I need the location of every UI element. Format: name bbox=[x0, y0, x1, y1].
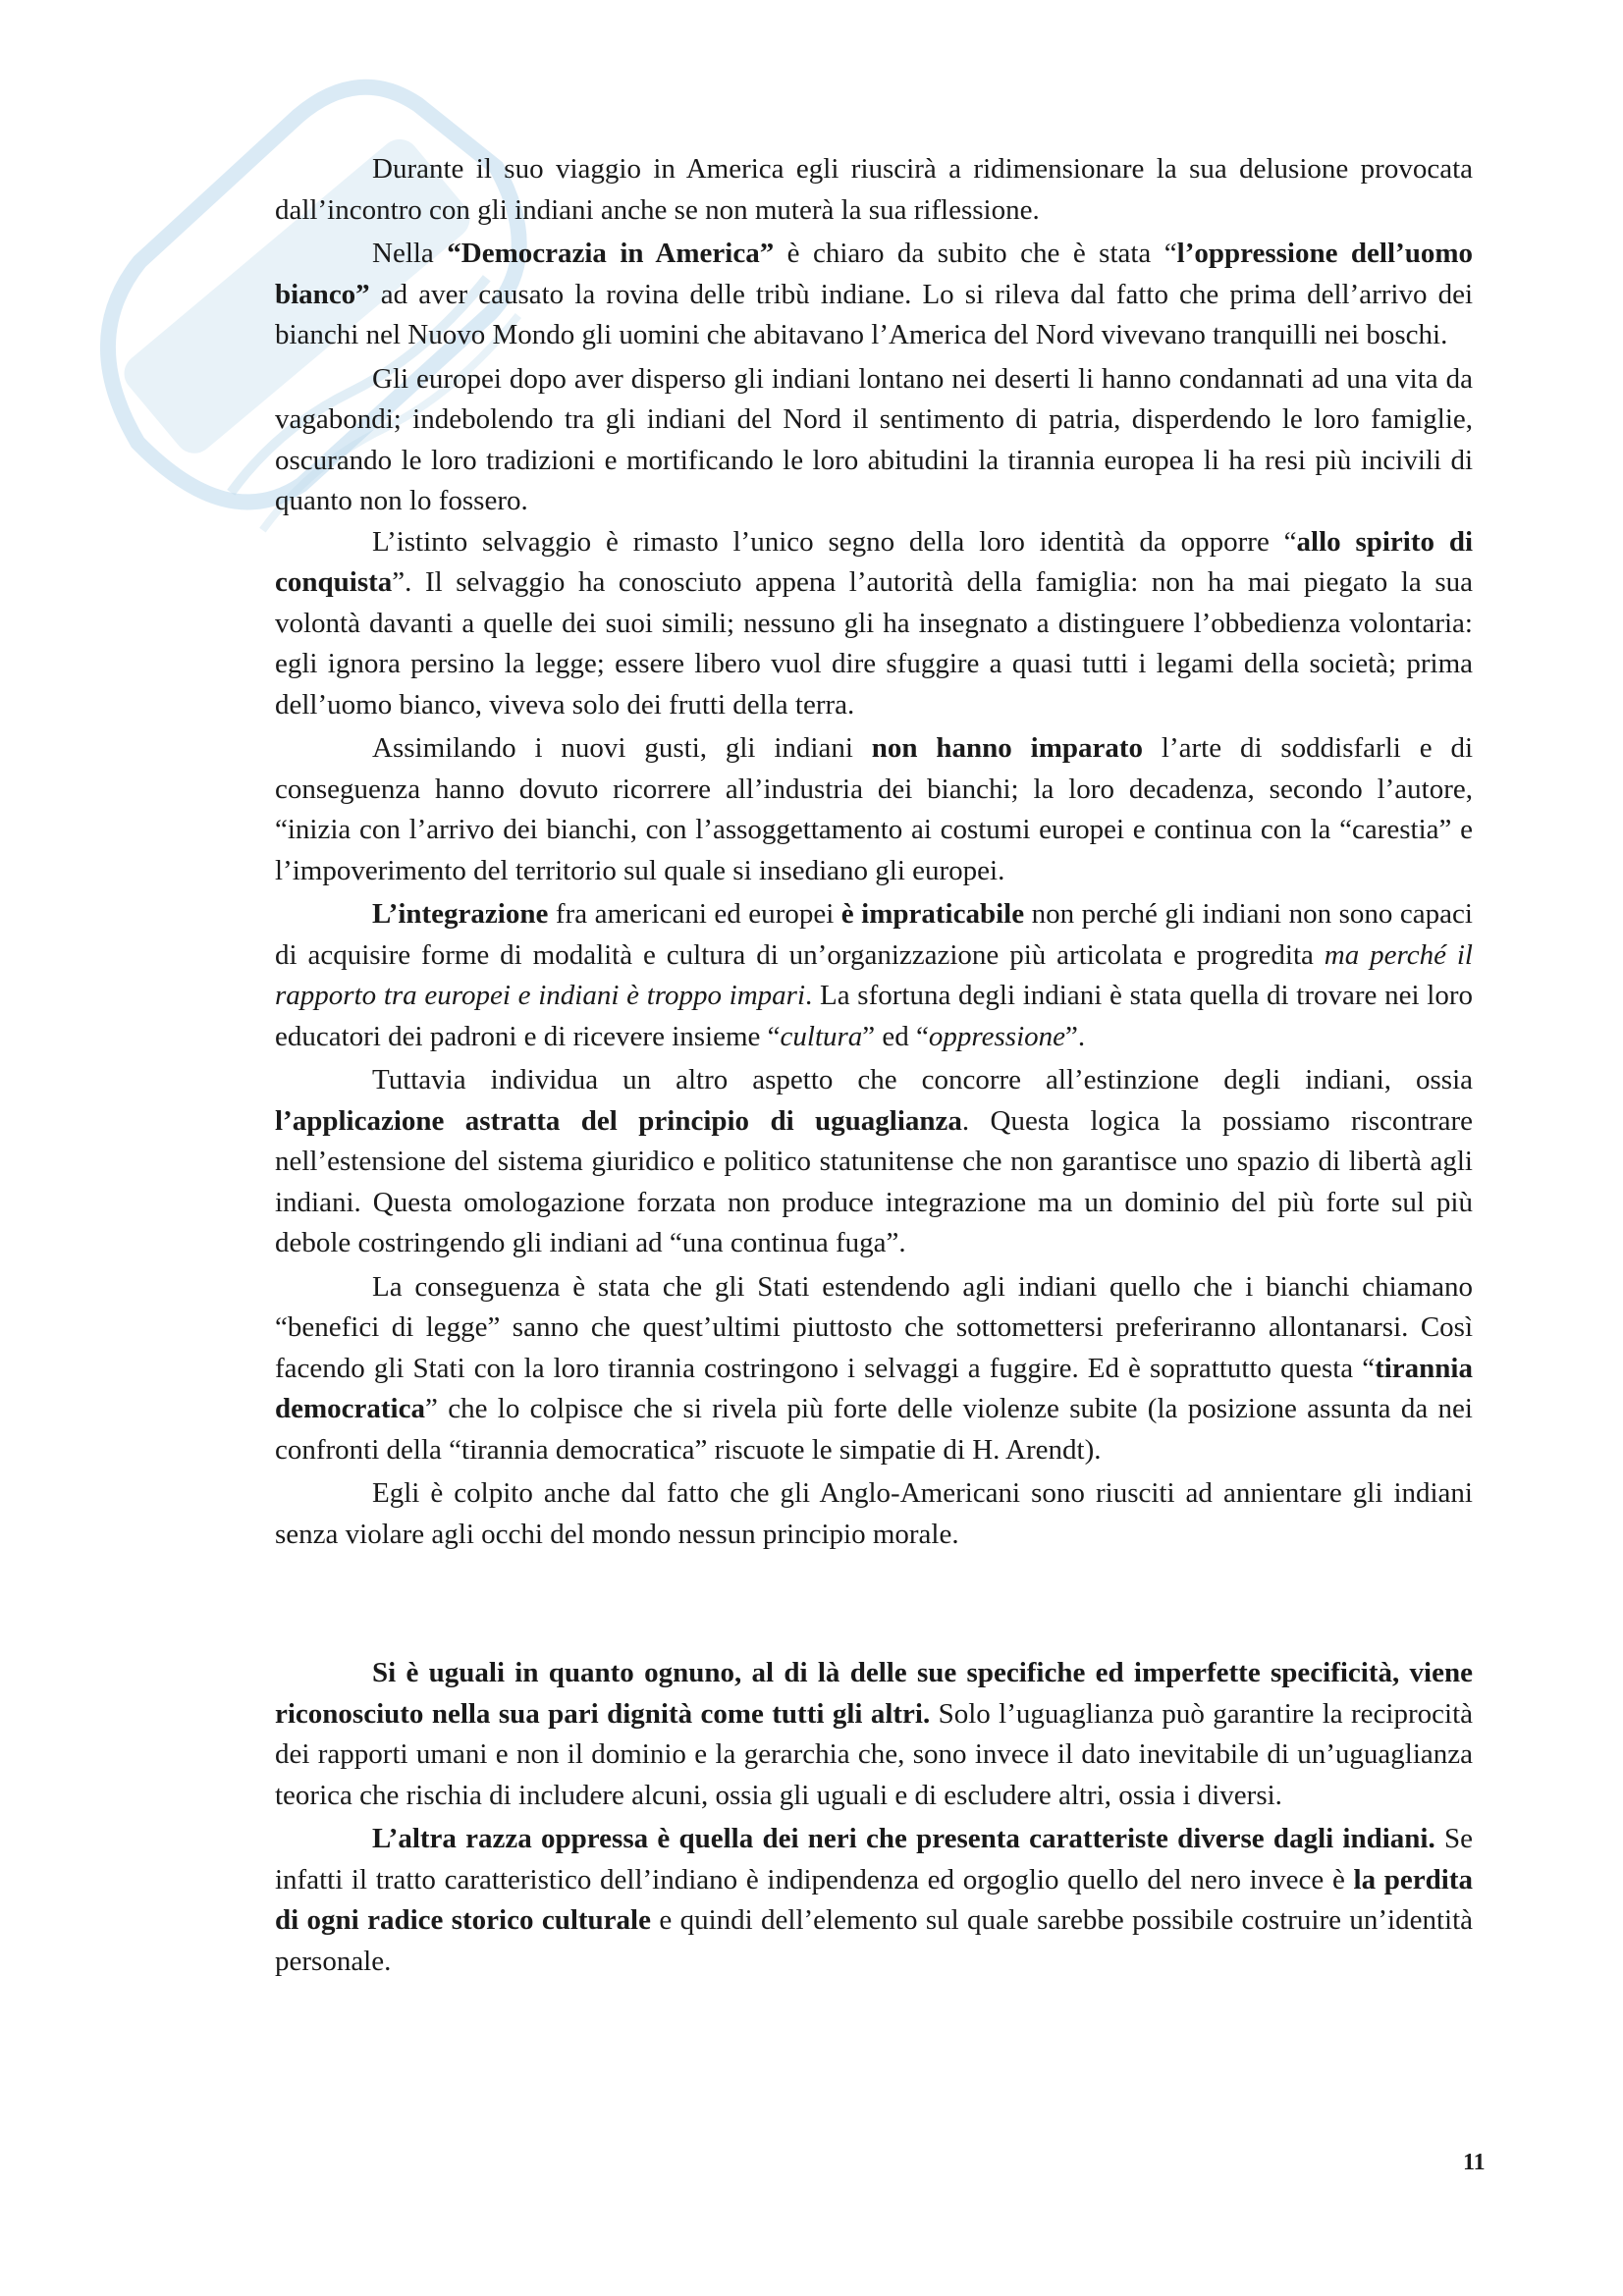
paragraph bbox=[275, 234, 1473, 356]
text-run: Gli europei dopo aver disperso gli indiani lontano nei deserti li hanno condannati ad una vita da vagabondi; indebolendo tra gli indiani del Nord il sentimento di patria, disperdendo le loro famiglie, oscurando le loro tradizioni e mortificando le loro abitudini la tirannia europea li ha resi più incivili di quanto non lo fossero. bbox=[275, 362, 1473, 516]
text-run: . Questa logica la possiamo riscontrare nell’estensione del sistema giuridico e politico statunitense che non garantisce uno spazio di libertà agli indiani. Questa omologazione forzata non produce integrazione ma un dominio del più forte sul più debole costringendo gli indiani ad “una continua fuga”. bbox=[275, 1104, 1473, 1258]
text-run: Se infatti il tratto caratteristico dell’indiano è indipendenza ed orgoglio quello del nero invece è bbox=[275, 1823, 1474, 1896]
text-run: l’oppressione dell’uomo bianco” bbox=[275, 238, 1473, 310]
text-run: ”. bbox=[1065, 1020, 1086, 1052]
paragraph bbox=[275, 894, 1473, 1057]
paragraph bbox=[275, 149, 1473, 231]
text-run: Egli è colpito anche dal fatto che gli Anglo-Americani sono riusciti ad annientare gli indiani senza violare agli occhi del mondo nessun principio morale. bbox=[275, 1477, 1473, 1550]
paragraph bbox=[275, 1819, 1473, 1982]
text-run: allo spirito di conquista bbox=[275, 525, 1474, 598]
text-run: ma perché il rapporto tra europei e indiani è troppo impari bbox=[275, 938, 1473, 1011]
text-run: Si è uguali in quanto ognuno, al di là delle sue specifiche ed imperfette specificità, viene riconosciuto nella sua pari dignità come tutti gli altri. bbox=[275, 1657, 1473, 1730]
paragraph bbox=[275, 522, 1473, 726]
text-run: l’applicazione astratta del principio di uguaglianza bbox=[275, 1104, 962, 1137]
text-run: non perché gli indiani non sono capaci di acquisire forme di modalità e cultura di un’organizzazione più articolata e progredita bbox=[275, 898, 1473, 971]
paragraph bbox=[275, 1653, 1473, 1816]
text-run: La conseguenza è stata che gli Stati estendendo agli indiani quello che i bianchi chiamano “benefici di legge” sanno che quest’ultimi piuttosto che sottomettersi preferiranno allontanarsi. Così facendo gli Stati con la loro tirannia costringono i selvaggi a fuggire. Ed è soprattutto questa “ bbox=[275, 1270, 1473, 1384]
text-run: oppressione bbox=[928, 1020, 1066, 1052]
paragraph bbox=[275, 728, 1473, 891]
paragraph bbox=[275, 1473, 1473, 1555]
text-run: ” che lo colpisce che si rivela più forte delle violenze subite (la posizione assunta da nei confronti della “tirannia democratica” riscuote le simpatie di H. Arendt). bbox=[275, 1393, 1473, 1466]
text-run: ”. Il selvaggio ha conosciuto appena l’autorità della famiglia: non ha mai piegato la sua volontà davanti a quelle dei suoi simili; nessuno gli ha insegnato a distinguere l’obbedienza volontaria: egli ignora persino la legge; essere libero vuol dire sfuggire a quasi tutti i legami della società; prima dell’uomo bianco, viveva solo dei frutti della terra. bbox=[275, 566, 1473, 721]
text-run: non hanno imparato bbox=[871, 732, 1144, 764]
paragraph bbox=[275, 1060, 1473, 1264]
text-run: “Democrazia in America” bbox=[447, 238, 775, 269]
text-run: è impraticabile bbox=[840, 898, 1025, 930]
text-run: fra americani ed europei bbox=[548, 898, 841, 930]
paragraph bbox=[275, 359, 1473, 522]
text-run: ” ed “ bbox=[862, 1020, 929, 1052]
page-content bbox=[275, 149, 1473, 1982]
text-run: cultura bbox=[780, 1020, 863, 1052]
text-run: Assimilando i nuovi gusti, gli indiani bbox=[372, 732, 872, 764]
text-run: L’istinto selvaggio è rimasto l’unico segno della loro identità da opporre “ bbox=[372, 525, 1297, 558]
text-run: e quindi dell’elemento sul quale sarebbe possibile costruire un’identità personale. bbox=[275, 1904, 1473, 1977]
text-run: L’altra razza oppressa è quella dei neri che presenta caratteriste diverse dagli indiani. bbox=[372, 1823, 1435, 1854]
text-run: Tuttavia individua un altro aspetto che concorre all’estinzione degli indiani, ossia bbox=[372, 1064, 1473, 1095]
text-run: . La sfortuna degli indiani è stata quella di trovare nei loro educatori dei padroni e di ricevere insieme “ bbox=[275, 980, 1473, 1052]
page-number: 11 bbox=[1463, 2150, 1486, 2175]
text-run: Nella bbox=[372, 238, 448, 269]
text-run: la perdita di ogni radice storico culturale bbox=[275, 1863, 1473, 1936]
text-run: L’integrazione bbox=[372, 898, 549, 930]
text-run: l’arte di soddisfarli e di conseguenza hanno dovuto ricorrere all’industria dei bianchi; la loro decadenza, secondo l’autore, “inizia con l’arrivo dei bianchi, con l’assoggettamento ai costumi europei e continua con la “carestia” e l’impoverimento del territorio sul quale si insediano gli europei. bbox=[275, 732, 1473, 886]
text-run: Durante il suo viaggio in America egli riuscirà a ridimensionare la sua delusione provocata dall’incontro con gli indiani anche se non muterà la sua riflessione. bbox=[275, 153, 1473, 226]
text-run: tirannia democratica bbox=[275, 1352, 1473, 1424]
paragraph bbox=[275, 1267, 1473, 1471]
text-run: è chiaro da subito che è stata “ bbox=[774, 238, 1177, 269]
text-run: Solo l’uguaglianza può garantire la reciprocità dei rapporti umani e non il dominio e la gerarchia che, sono invece il dato inevitabile di un’uguaglianza teorica che rischia di includere alcuni, ossia gli uguali e di escludere altri, ossia i diversi. bbox=[275, 1697, 1473, 1811]
text-run: ad aver causato la rovina delle tribù indiane. Lo si rileva dal fatto che prima dell’arrivo dei bianchi nel Nuovo Mondo gli uomini che abitavano l’America del Nord vivevano tranquilli nei boschi. bbox=[275, 278, 1473, 350]
